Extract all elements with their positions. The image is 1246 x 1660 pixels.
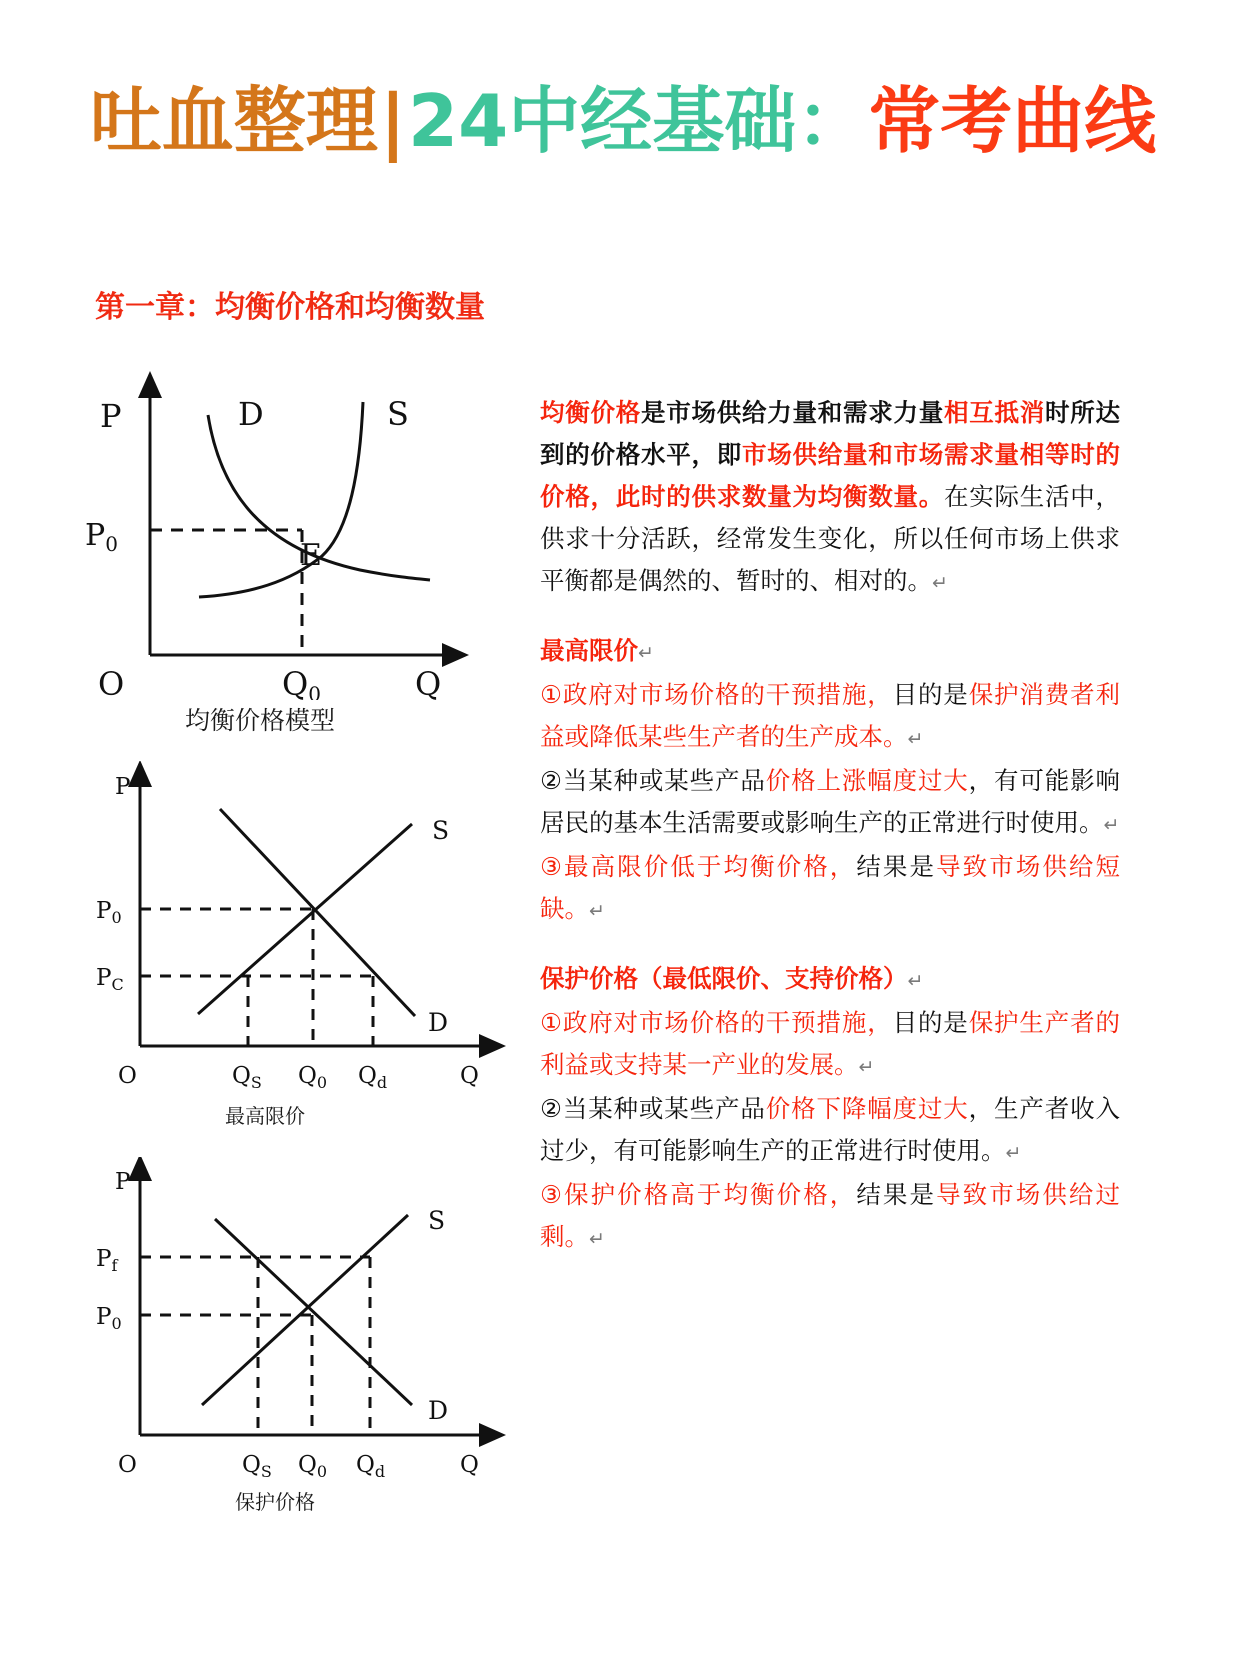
heading-price-ceiling-label: 最高限价 [540, 636, 638, 665]
figure-2-caption: 最高限价 [225, 1104, 305, 1128]
title-part-3: 常考曲线 [868, 79, 1157, 163]
curve-label-s: S [428, 1206, 446, 1235]
p7-seg-1: ③保护价格高于均衡价格， [540, 1180, 857, 1209]
title-part-2: 24中经基础： [408, 79, 869, 163]
p4-seg-2: 结果是 [856, 852, 937, 881]
p6-seg-2: 价格下降幅度过大 [765, 1094, 969, 1123]
p7-seg-2: 结果是 [856, 1180, 937, 1209]
pilcrow-icon: ↵ [858, 1056, 875, 1078]
tick-label-qs: $Q_S$ [242, 1452, 272, 1481]
tick-label-p0: $P_0$ [85, 518, 118, 556]
figure-equilibrium-price-model [60, 370, 530, 737]
equilibrium-chart-svg [60, 370, 530, 700]
p1-seg-3: 相互抵消 [944, 398, 1045, 427]
paragraph-ceiling-item-2 [540, 760, 1120, 846]
pilcrow-icon: ↵ [589, 900, 605, 922]
p4-seg-3: 导致市场供给短缺。 [540, 852, 1120, 923]
figure-column [60, 370, 530, 1515]
curve-label-d: D [428, 1008, 449, 1037]
axis-label-p: P [100, 397, 122, 435]
curve-label-d: D [428, 1396, 449, 1425]
axis-label-q: Q [460, 1063, 479, 1089]
pilcrow-icon: ↵ [1005, 1142, 1022, 1164]
page-title [0, 78, 1246, 164]
p5-seg-3: 保护生产者的利益或支持某一产业的发展。 [540, 1008, 1121, 1079]
pilcrow-icon: ↵ [907, 970, 924, 992]
title-divider: | [379, 79, 407, 163]
supply-curve [199, 402, 363, 597]
paragraph-floor-item-1 [540, 1002, 1120, 1088]
paragraph-ceiling-item-1 [540, 674, 1120, 760]
curve-label-d: D [238, 395, 264, 433]
paragraph-equilibrium-definition [540, 392, 1120, 604]
explanation-column [540, 392, 1120, 1260]
supply-curve [202, 1215, 408, 1405]
origin-label: O [118, 1452, 137, 1478]
heading-price-floor-label: 保护价格（最低限价、支持价格） [540, 964, 908, 993]
p5-seg-1: ①政府对市场价格的干预措施， [540, 1008, 893, 1037]
pilcrow-icon: ↵ [638, 642, 654, 664]
axis-label-q: Q [460, 1452, 479, 1478]
figure-3-caption: 保护价格 [235, 1490, 315, 1514]
curve-label-s: S [387, 395, 409, 433]
p1-seg-2: 是市场供给力量和需求力量 [641, 398, 944, 427]
spacer-1 [540, 604, 1120, 630]
tick-label-p0: $P_0$ [96, 898, 122, 927]
p7-seg-3: 导致市场供给过剩。 [540, 1180, 1120, 1251]
paragraph-floor-item-3 [540, 1174, 1120, 1260]
tick-label-q0: $Q_0$ [298, 1452, 328, 1481]
p6-seg-1: ②当某种或某些产品 [540, 1094, 766, 1123]
p5-seg-2: 目的是 [892, 1008, 969, 1037]
tick-label-qd: $Q_d$ [358, 1063, 388, 1092]
paragraph-ceiling-item-3 [540, 846, 1120, 932]
curve-label-s: S [432, 816, 450, 845]
p1-seg-5: 市场供给量和市场需求量相等时的价格，此时的供求数量为均衡数量。 [540, 440, 1120, 511]
axis-label-p: P [115, 1169, 131, 1195]
tick-label-q0: $Q_0$ [298, 1063, 328, 1092]
p1-seg-6: 在实际生活中，供求十分活跃，经常发生变化，所以任何市场上供求平衡都是偶然的、暂时的、相对的。 [540, 482, 1120, 595]
p3-seg-1: ②当某种或某些产品 [540, 766, 766, 795]
axis-label-q: Q [415, 665, 442, 700]
p6-seg-3: ，生产者收入过少，有可能影响生产的正常进行时使用。 [540, 1094, 1120, 1165]
p2-seg-1: ①政府对市场价格的干预措施， [540, 680, 893, 709]
heading-price-floor [540, 958, 1120, 1002]
p2-seg-2: 目的是 [892, 680, 969, 709]
pilcrow-icon: ↵ [907, 728, 924, 750]
p1-seg-4: 时所达到的价格水平，即 [540, 398, 1120, 469]
title-part-1: 吐血整理 [89, 79, 378, 163]
price-ceiling-chart-svg [60, 761, 530, 1101]
heading-price-ceiling [540, 630, 1120, 674]
tick-label-p0: $P_0$ [96, 1304, 122, 1333]
tick-label-q0: Q0 [282, 665, 321, 700]
tick-label-qd: $Q_d$ [356, 1452, 386, 1481]
supply-curve [198, 824, 412, 1014]
tick-label-pc: $P_C$ [96, 965, 124, 994]
pilcrow-icon: ↵ [932, 572, 948, 594]
figure-price-ceiling [60, 761, 530, 1129]
axis-label-p: P [115, 774, 131, 800]
tick-label-pf: $P_f$ [96, 1246, 118, 1275]
p3-seg-3: ，有可能影响居民的基本生活需要或影响生产的正常进行时使用。 [540, 766, 1120, 837]
point-label-e: E [300, 538, 322, 573]
term-equilibrium-price: 均衡价格 [540, 398, 641, 427]
p2-seg-3: 保护消费者利益或降低某些生产者的生产成本。 [540, 680, 1121, 751]
spacer-2 [540, 932, 1120, 958]
origin-label: O [98, 665, 125, 700]
p4-seg-1: ③最高限价低于均衡价格， [540, 852, 857, 881]
tick-label-qs: $Q_S$ [232, 1063, 262, 1092]
figure-1-caption: 均衡价格模型 [184, 706, 335, 735]
pilcrow-icon: ↵ [589, 1228, 605, 1250]
figure-price-floor [60, 1157, 530, 1515]
p3-seg-2: 价格上涨幅度过大 [765, 766, 969, 795]
paragraph-floor-item-2 [540, 1088, 1120, 1174]
pilcrow-icon: ↵ [1103, 814, 1120, 836]
origin-label: O [118, 1063, 137, 1089]
price-floor-chart-svg [60, 1157, 530, 1487]
chapter-heading: 第一章：均衡价格和均衡数量 [95, 290, 485, 325]
